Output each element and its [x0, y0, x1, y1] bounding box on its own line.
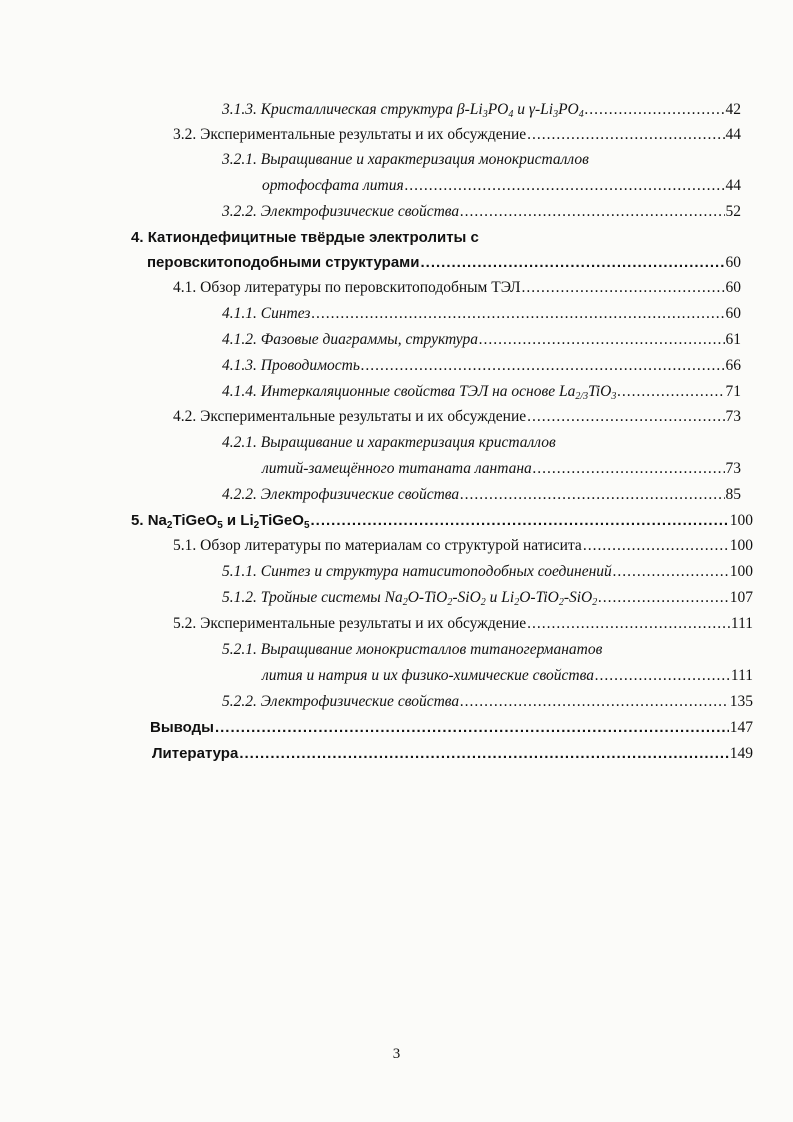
toc-entry-title: Электрофизические свойства [260, 203, 460, 220]
toc-page-number: 66 [725, 357, 741, 374]
leader-dots [215, 718, 729, 738]
toc-entry-title: Фазовые диаграммы, структура [260, 331, 478, 348]
toc-page-number: 135 [729, 693, 753, 710]
toc-entry-4-2-1[interactable] [222, 433, 556, 453]
toc-entry-title: Катиондефицитные твёрдые электролиты с [147, 229, 479, 246]
toc-page-number: 107 [729, 589, 753, 606]
leader-dots [420, 253, 724, 273]
leader-dots [311, 304, 724, 324]
toc-entry-4-1-1[interactable] [222, 304, 741, 324]
toc-entry-number: 5.2.1. [222, 641, 257, 658]
toc-references[interactable] [152, 744, 753, 764]
toc-page-number: 100 [729, 537, 753, 554]
toc-page-number: 85 [725, 486, 741, 503]
toc-page-number: 44 [725, 177, 741, 194]
toc-entry-title: Проводимость [260, 357, 360, 374]
toc-entry-number: 4. [131, 229, 144, 246]
leader-dots [595, 666, 730, 686]
toc-page-number: 73 [725, 460, 741, 477]
toc-page-number: 111 [730, 615, 753, 632]
toc-entry-4-1-3[interactable] [222, 356, 741, 376]
toc-entry-number: 5. [131, 512, 144, 529]
leader-dots [527, 407, 724, 427]
toc-entry-5-1-2[interactable]: 5.1.2. Тройные системы $Na_2O-TiO_2-SiO_2$ и $Li_2O-TiO_2-SiO_2$ ..... 107 [222, 588, 753, 608]
toc-page-number: 60 [725, 305, 741, 322]
leader-dots [613, 562, 729, 582]
toc-entry-title: перовскитоподобными структурами [147, 254, 420, 271]
leader-dots [583, 536, 729, 556]
toc-entry-4-1[interactable] [173, 278, 741, 298]
toc-entry-number: 5.1. [173, 537, 197, 554]
toc-entry-number: 3.2.2. [222, 203, 257, 220]
leader-dots [361, 356, 725, 376]
toc-page-number: 111 [730, 667, 753, 684]
toc-entry-5-1-1[interactable] [222, 562, 753, 582]
toc-entry-number: 4.1.3. [222, 357, 257, 374]
leader-dots [598, 588, 728, 608]
toc-entry-number: 4.1.1. [222, 305, 257, 322]
toc-entry-title: Литература [152, 745, 239, 762]
toc-entry-3-1-3[interactable]: 3.1.3. Кристаллическая структура $\beta-Li_3PO_4$ и $\gamma-Li_3PO_4$ ..... 42 [222, 100, 741, 120]
toc-entry-title: Выращивание и характеризация кристаллов [260, 434, 556, 451]
toc-entry-4-1-4[interactable]: 4.1.4. Интеркаляционные свойства ТЭЛ на основе $La_{2/3}TiO_3$ ..... 71 [222, 382, 741, 402]
leader-dots [527, 125, 724, 145]
leader-dots [239, 744, 728, 764]
toc-chapter-5[interactable]: 5. $Na_2TiGeO_5$ и $Li_2TiGeO_5$ ..... 100 [131, 511, 753, 531]
toc-entry-title: Выращивание монокристаллов титаногерманатов [260, 641, 603, 658]
leader-dots [460, 485, 724, 505]
page-number: 3 [392, 1046, 401, 1062]
toc-entry-title: Электрофизические свойства [260, 693, 460, 710]
toc-entry-number: 5.1.1. [222, 563, 257, 580]
toc-entry-number: 4.1. [173, 279, 197, 296]
toc-page-number: 44 [725, 126, 741, 143]
toc-entry-number: 3.2. [173, 126, 197, 143]
toc-chapter-4-cont[interactable] [147, 253, 741, 273]
leader-dots [405, 176, 725, 196]
toc-entry-number: 4.2.1. [222, 434, 257, 451]
leader-dots [479, 330, 725, 350]
toc-entry-4-2-2[interactable] [222, 485, 741, 505]
toc-entry-number: 4.1.2. [222, 331, 257, 348]
toc-entry-3-2-1[interactable] [222, 150, 589, 170]
toc-page-number: 100 [729, 563, 753, 580]
toc-page-number: 60 [725, 254, 741, 271]
toc-page-number: 52 [725, 203, 741, 220]
toc-entry-title: Экспериментальные результаты и их обсуждение [200, 408, 527, 425]
toc-page-number: 73 [725, 408, 741, 425]
toc-entry-title: Обзор литературы по перовскитоподобным ТЭЛ [200, 279, 521, 296]
toc-entry-number: 3.1.3. [222, 101, 257, 118]
toc-entry-number: 5.2.2. [222, 693, 257, 710]
toc-entry-title: Выращивание и характеризация монокристаллов [260, 151, 589, 168]
toc-entry-number: 4.2. [173, 408, 197, 425]
toc-page-number: 61 [725, 331, 741, 348]
toc-entry-5-1[interactable] [173, 536, 753, 556]
toc-page-number: 42 [725, 101, 741, 118]
toc-entry-title: Выводы [150, 719, 214, 736]
toc-entry-5-2-1-cont[interactable] [262, 666, 753, 686]
toc-page-number: 60 [725, 279, 741, 296]
toc-entry-5-2-2[interactable] [222, 692, 753, 712]
toc-page-number: 147 [729, 719, 753, 736]
toc-entry-title: лития и натрия и их физико-химические свойства [262, 667, 594, 684]
toc-entry-3-2-1-cont[interactable] [262, 176, 741, 196]
leader-dots [460, 692, 729, 712]
leader-dots [533, 459, 725, 479]
toc-entry-title: Синтез и структура натиситоподобных соединений [260, 563, 612, 580]
leader-dots [585, 100, 725, 120]
toc-entry-title: Экспериментальные результаты и их обсуждение [200, 126, 527, 143]
leader-dots [521, 278, 724, 298]
toc-entry-number: 4.1.4. [222, 383, 257, 400]
toc-entry-number: 4.2.2. [222, 486, 257, 503]
toc-entry-title: Экспериментальные результаты и их обсуждение [200, 615, 527, 632]
toc-entry-5-2-1[interactable] [222, 640, 602, 660]
toc-page-number: 100 [729, 512, 753, 529]
toc-entry-4-2[interactable] [173, 407, 741, 427]
toc-entry-number: 5.1.2. [222, 589, 257, 606]
toc-entry-title: литий-замещённого титаната лантана [262, 460, 532, 477]
toc-entry-5-2[interactable] [173, 614, 753, 634]
toc-entry-title: Электрофизические свойства [260, 486, 460, 503]
toc-page-number: 71 [725, 383, 741, 400]
toc-conclusions[interactable] [150, 718, 753, 738]
toc-entry-3-2[interactable] [173, 125, 741, 145]
leader-dots [617, 382, 724, 402]
toc-chapter-4[interactable] [131, 228, 479, 248]
toc-entry-3-2-2[interactable] [222, 202, 741, 222]
toc-entry-title: ортофосфата лития [262, 177, 404, 194]
toc-entry-number: 3.2.1. [222, 151, 257, 168]
leader-dots [460, 202, 724, 222]
leader-dots [527, 614, 730, 634]
toc-entry-title: Синтез [260, 305, 311, 322]
toc-entry-4-1-2[interactable] [222, 330, 741, 350]
leader-dots [311, 511, 729, 531]
toc-entry-number: 5.2. [173, 615, 197, 632]
toc-page-number: 149 [729, 745, 753, 762]
toc-entry-title: Обзор литературы по материалам со структурой натисита [200, 537, 582, 554]
toc-entry-4-2-1-cont[interactable] [262, 459, 741, 479]
